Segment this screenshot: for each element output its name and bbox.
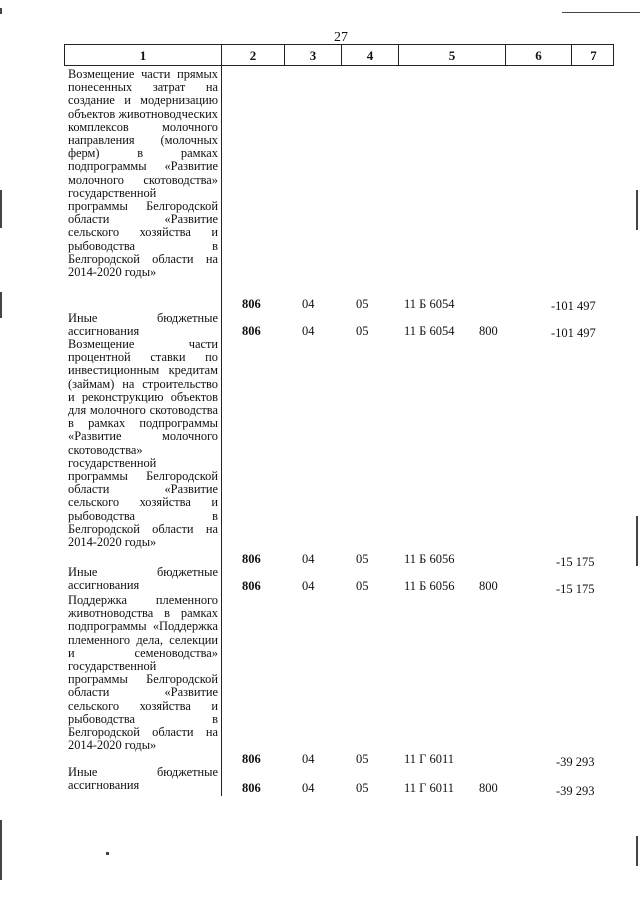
header-col-6: 6 — [506, 45, 572, 65]
row-description: Иные бюджетные ассигнования — [68, 565, 218, 593]
scan-mark — [636, 836, 638, 866]
row-code-4: 05 — [356, 324, 369, 338]
scan-mark — [106, 852, 109, 855]
header-col-2: 2 — [222, 45, 285, 65]
header-col-1: 1 — [65, 45, 222, 65]
row-amount: -15 175 — [556, 582, 595, 596]
row-description: Возмещение части процентной ставки по инвестиционным кредитам (займам) на строительство и реконструкцию объектов для молочного скотоводства в рамках подпрограммы «Развитие молочного скотоводства» государственной программы Белгородской области «Развитие сельского хозяйства и рыбоводства в Белгородской области на 2014-2020 годы» — [68, 337, 218, 550]
row-code-2: 806 — [242, 752, 261, 766]
row-code-6: 800 — [479, 579, 498, 593]
row-code-5: 11 Б 6054 — [404, 297, 455, 311]
row-code-2: 806 — [242, 579, 261, 593]
row-code-3: 04 — [302, 324, 315, 338]
row-amount: -39 293 — [556, 755, 595, 769]
row-code-4: 05 — [356, 552, 369, 566]
header-col-5: 5 — [399, 45, 506, 65]
row-code-5: 11 Б 6054 — [404, 324, 455, 338]
row-code-4: 05 — [356, 579, 369, 593]
row-code-3: 04 — [302, 781, 315, 795]
row-description: Иные бюджетные ассигнования — [68, 765, 218, 793]
row-code-5: 11 Г 6011 — [404, 752, 455, 766]
scan-mark — [636, 516, 638, 566]
row-description: Иные бюджетные ассигнования — [68, 311, 218, 339]
scan-mark — [0, 820, 2, 880]
row-code-5: 11 Б 6056 — [404, 552, 455, 566]
scan-mark — [0, 292, 2, 318]
header-col-3: 3 — [285, 45, 342, 65]
row-code-5: 11 Б 6056 — [404, 579, 455, 593]
row-description: Поддержка племенного животноводства в рамках подпрограммы «Поддержка племенного дела, селекции и семеноводства» государственной программы Белгородской области «Развитие сельского хозяйства и рыбоводства в Белгородской области на 2014-2020 годы» — [68, 593, 218, 753]
row-amount: -101 497 — [551, 299, 596, 313]
row-code-5: 11 Г 6011 — [404, 781, 455, 795]
scan-mark — [0, 190, 2, 228]
row-code-3: 04 — [302, 752, 315, 766]
row-code-4: 05 — [356, 752, 369, 766]
row-code-2: 806 — [242, 781, 261, 795]
row-code-2: 806 — [242, 552, 261, 566]
row-code-2: 806 — [242, 324, 261, 338]
page-number: 27 — [334, 30, 348, 45]
header-col-7: 7 — [590, 48, 597, 63]
header-col-4: 4 — [342, 45, 399, 65]
column-divider — [221, 66, 222, 796]
table-header — [64, 44, 614, 66]
row-code-4: 05 — [356, 297, 369, 311]
scan-mark — [636, 190, 638, 230]
row-amount: -101 497 — [551, 326, 596, 340]
row-code-3: 04 — [302, 579, 315, 593]
scan-mark — [0, 8, 2, 14]
row-code-2: 806 — [242, 297, 261, 311]
scan-mark — [562, 12, 640, 13]
row-code-6: 800 — [479, 781, 498, 795]
row-description: Возмещение части прямых понесенных затрат на создание и модернизацию объектов животноводческих комплексов молочного направления (молочных ферм) в рамках подпрограммы «Развитие молочного скотоводства» государственной программы Белгородской области «Развитие сельского хозяйства и рыбоводства в Белгородской области на 2014-2020 годы» — [68, 67, 218, 280]
row-code-4: 05 — [356, 781, 369, 795]
row-code-3: 04 — [302, 297, 315, 311]
row-amount: -39 293 — [556, 784, 595, 798]
row-amount: -15 175 — [556, 555, 595, 569]
row-code-6: 800 — [479, 324, 498, 338]
row-code-3: 04 — [302, 552, 315, 566]
